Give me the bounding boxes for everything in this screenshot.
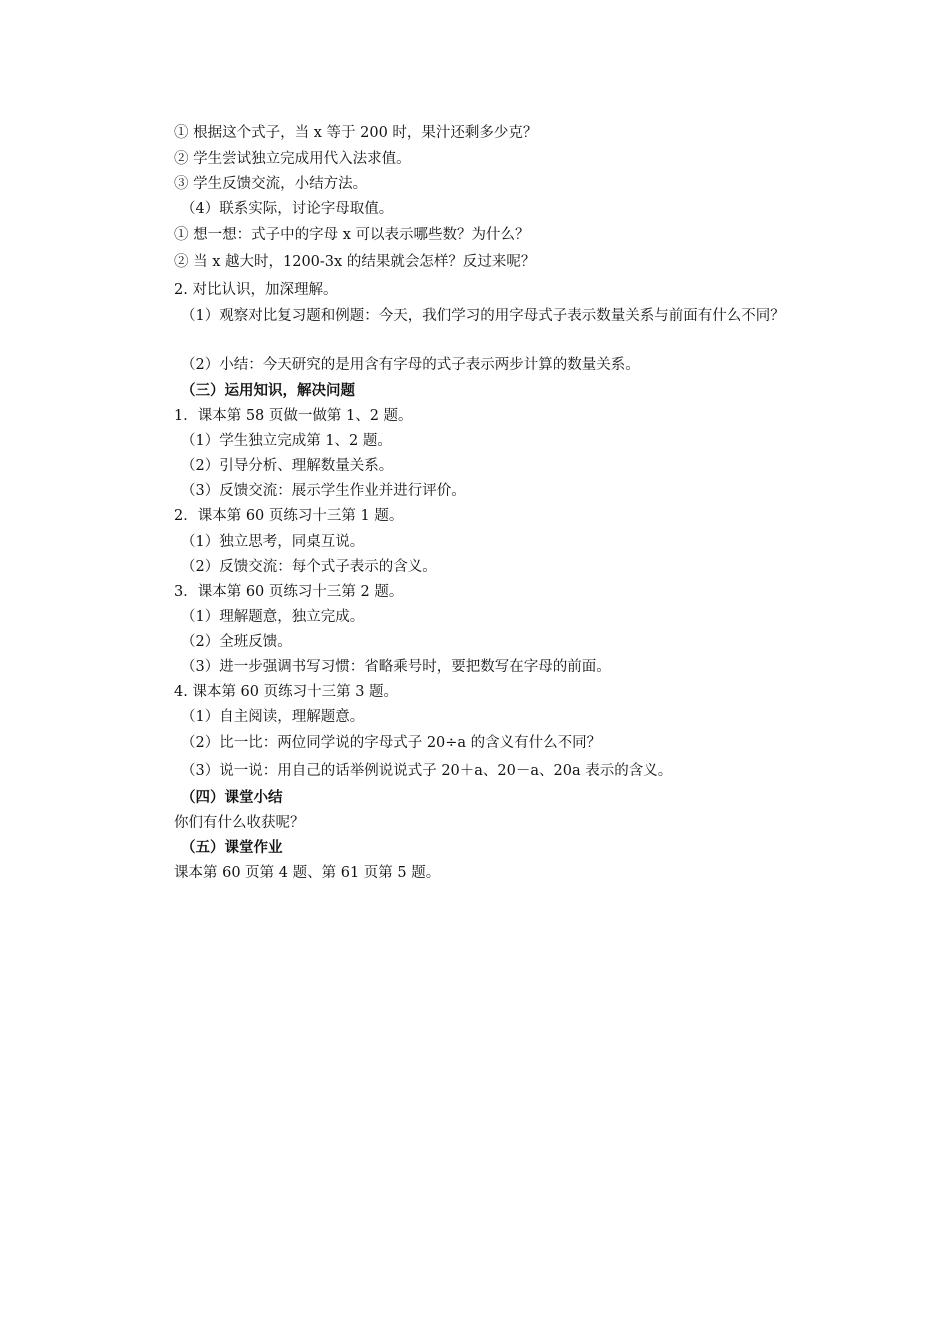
text-line: 3．课本第 60 页练习十三第 2 题。 <box>174 584 404 600</box>
text-line: （2）引导分析、理解数量关系。 <box>181 458 394 474</box>
text-line: 4. 课本第 60 页练习十三第 3 题。 <box>174 684 399 700</box>
text-line: ② 当 x 越大时，1200-3x 的结果就会怎样？反过来呢？ <box>174 254 536 270</box>
text-line: ① 想一想：式子中的字母 x 可以表示哪些数？为什么？ <box>174 227 530 243</box>
text-line: 2．课本第 60 页练习十三第 1 题。 <box>174 508 404 524</box>
text-line: 2. 对比认识，加深理解。 <box>174 282 338 298</box>
text-line: 你们有什么收获呢？ <box>174 815 305 831</box>
text-line: 1．课本第 58 页做一做第 1、2 题。 <box>174 408 413 424</box>
text-line: （2）反馈交流：每个式子表示的含义。 <box>181 559 437 575</box>
text-line: （2）比一比：两位同学说的字母式子 20÷a 的含义有什么不同？ <box>181 735 602 751</box>
text-line: （2）全班反馈。 <box>181 634 292 650</box>
text-line: （3）进一步强调书写习惯：省略乘号时，要把数写在字母的前面。 <box>181 659 611 675</box>
text-line: （3）说一说：用自己的话举例说说式子 20＋a、20－a、20a 表示的含义。 <box>181 763 673 779</box>
text-line: （1）学生独立完成第 1、2 题。 <box>181 433 392 449</box>
section-heading: （四）课堂小结 <box>181 789 283 806</box>
text-line: （1）独立思考，同桌互说。 <box>181 534 365 550</box>
paragraph: （1）观察对比复习题和例题：今天，我们学习的用字母式子表示数量关系与前面有什么不同？ <box>181 308 785 324</box>
text-line: ③ 学生反馈交流，小结方法。 <box>174 176 368 192</box>
text-line: ① 根据这个式子，当 x 等于 200 时，果汁还剩多少克？ <box>174 125 538 141</box>
text-line: （1）理解题意，独立完成。 <box>181 609 365 625</box>
section-heading: （三）运用知识，解决问题 <box>181 382 355 399</box>
section-heading: （五）课堂作业 <box>181 839 283 856</box>
text-line: （3）反馈交流：展示学生作业并进行评价。 <box>181 483 466 499</box>
text-line: 课本第 60 页第 4 题、第 61 页第 5 题。 <box>174 865 441 881</box>
text-line: ② 学生尝试独立完成用代入法求值。 <box>174 151 411 167</box>
text-line: （2）小结：今天研究的是用含有字母的式子表示两步计算的数量关系。 <box>181 357 640 373</box>
text-line: （4）联系实际，讨论字母取值。 <box>181 201 394 217</box>
text-line: （1）自主阅读，理解题意。 <box>181 709 365 725</box>
